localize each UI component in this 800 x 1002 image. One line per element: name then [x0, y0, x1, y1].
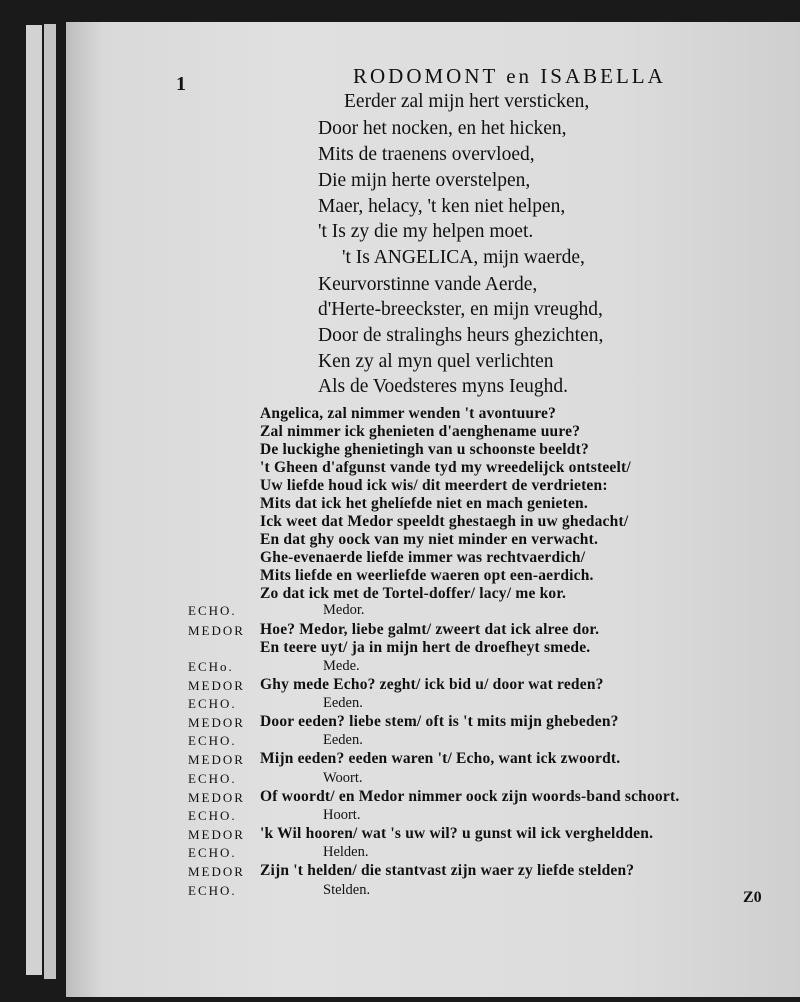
speaker-label: MEDOR: [188, 715, 245, 730]
page-edge: [26, 25, 42, 975]
echo-reply: Woort.: [323, 770, 363, 786]
dialogue-line: Ghy mede Echo? zeght/ ick bid u/ door wat reden?: [260, 676, 604, 693]
blackletter-line: 't Gheen d'afgunst vande tyd my wreedelijck ontsteelt/: [260, 459, 631, 476]
blackletter-line: Zo dat ick met de Tortel-doffer/ lacy/ me kor.: [260, 585, 567, 602]
verse-line: Mits de traenens overvloed,: [318, 144, 535, 165]
speaker-label: ECHO.: [188, 771, 237, 786]
speaker-label: MEDOR: [188, 790, 245, 805]
verse-line: Keurvorstinne vande Aerde,: [318, 274, 538, 295]
verse-line: Door het nocken, en het hicken,: [318, 118, 567, 139]
verse-line: 't Is zy die my helpen moet.: [318, 221, 534, 242]
verse-line: Als de Voedsteres myns Ieughd.: [318, 376, 569, 397]
echo-reply: Stelden.: [323, 882, 371, 898]
echo-reply: Eeden.: [323, 695, 363, 711]
speaker-label: MEDOR: [188, 827, 245, 842]
speaker-label: MEDOR: [188, 623, 245, 638]
blackletter-line: De luckighe ghenietingh van u schoonste beeldt?: [260, 441, 589, 458]
blackletter-line: Mits dat ick het ghelíefde niet en mach genieten.: [260, 495, 588, 512]
echo-reply: Medor.: [323, 602, 365, 618]
speaker-label: MEDOR: [188, 678, 245, 693]
dialogue-line: Mijn eeden? eeden waren 't/ Echo, want ick zwoordt.: [260, 750, 621, 767]
verse-line: Door de stralinghs heurs ghezichten,: [318, 325, 604, 346]
verse-line: Ken zy al myn quel verlichten: [318, 351, 554, 372]
echo-reply: Helden.: [323, 844, 369, 860]
dialogue-line: Door eeden? liebe stem/ oft is 't mits mijn ghebeden?: [260, 713, 619, 730]
verse-line: d'Herte-breeckster, en mijn vreughd,: [318, 299, 603, 320]
dialogue-line: En teere uyt/ ja in mijn hert de droefheyt smede.: [260, 639, 591, 656]
dialogue-line: Hoe? Medor, liebe galmt/ zweert dat ick alree dor.: [260, 621, 600, 638]
dialogue-line: 'k Wil hooren/ wat 's uw wil? u gunst wil ick vergheldden.: [260, 825, 654, 842]
speaker-label: MEDOR: [188, 864, 245, 879]
blackletter-line: Zal nimmer ick ghenieten d'aenghename uure?: [260, 423, 581, 440]
blackletter-line: Ick weet dat Medor speeldt ghestaegh in uw ghedacht/: [260, 513, 629, 530]
blackletter-line: En dat ghy oock van my niet minder en verwacht.: [260, 531, 599, 548]
echo-reply: Mede.: [323, 658, 360, 674]
speaker-label: ECHO.: [188, 808, 237, 823]
blackletter-line: Uw liefde houd ick wis/ dit meerdert de verdrieten:: [260, 477, 608, 494]
running-title: RODOMONT en ISABELLA: [353, 64, 666, 88]
echo-reply: Eeden.: [323, 732, 363, 748]
page-number: 1: [176, 73, 186, 95]
blackletter-line: Angelica, zal nimmer wenden 't avontuure?: [260, 405, 557, 422]
speaker-label: ECHo.: [188, 659, 234, 674]
verse-line: 't Is ANGELICA, mijn waerde,: [342, 247, 585, 268]
dialogue-line: Of woordt/ en Medor nimmer oock zijn woords-band schoort.: [260, 788, 680, 805]
verse-line: Eerder zal mijn hert versticken,: [344, 91, 590, 112]
blackletter-line: Mits liefde en weerliefde waeren opt een-aerdich.: [260, 567, 594, 584]
book-page: [66, 22, 800, 997]
speaker-label: ECHO.: [188, 696, 237, 711]
signature-mark: Z0: [743, 889, 762, 906]
speaker-label: MEDOR: [188, 752, 245, 767]
verse-line: Die mijn herte overstelpen,: [318, 170, 531, 191]
page-edge: [44, 24, 56, 979]
verse-line: Maer, helacy, 't ken niet helpen,: [318, 196, 566, 217]
echo-reply: Hoort.: [323, 807, 361, 823]
dialogue-line: Zijn 't helden/ die stantvast zijn waer zy liefde stelden?: [260, 862, 635, 879]
speaker-label: ECHO.: [188, 845, 237, 860]
speaker-label: ECHO.: [188, 733, 237, 748]
speaker-label: ECHO.: [188, 603, 237, 618]
speaker-label: ECHO.: [188, 883, 237, 898]
blackletter-line: Ghe-evenaerde liefde immer was rechtvaerdich/: [260, 549, 586, 566]
